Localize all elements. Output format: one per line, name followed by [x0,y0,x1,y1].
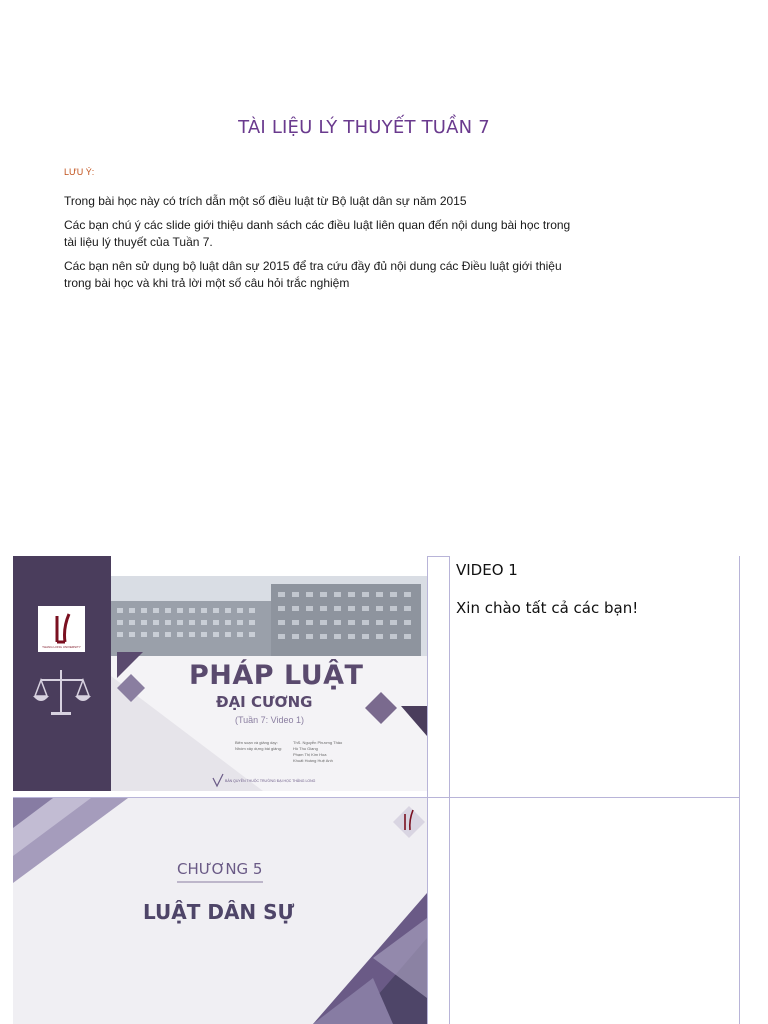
table-border [739,556,740,1024]
slide1-logo-text: THANG LONG UNIVERSITY [42,645,81,649]
slide1-credit-name: Hồ Thu Giang [293,746,318,751]
slide2-title: LUẬT DÂN SỰ [143,900,295,924]
paragraph-3: Các bạn nên sử dụng bộ luật dân sự 2015 để tra cứu đầy đủ nội dung các Điều luật giới thiệu trong bài học và khi trả lời một số câu hỏi trắc nghiệm [64,259,562,290]
paragraph-1: Trong bài học này có trích dẫn một số điều luật từ Bộ luật dân sự năm 2015 [64,194,467,208]
table-border [427,556,428,1024]
slide1-credit-label1: Biên soạn và giảng dạy: [235,740,278,745]
slide1-subtitle: (Tuần 7: Video 1) [235,715,305,725]
slide1-title-line1: PHÁP LUẬT [189,660,364,691]
table-border [449,556,450,1024]
note-label: LƯU Ý: [64,167,95,177]
slide1-footer: BẢN QUYỀN THUỘC TRƯỜNG ĐẠI HỌC THĂNG LONG [225,779,316,783]
slide-notes-table [13,556,740,1024]
greeting-text: Xin chào tất cả các bạn! [456,599,639,617]
slide1-credit-label2: Nhóm xây dựng bài giảng: [235,746,282,751]
slide-thumbnail-title [13,556,427,791]
video-label: VIDEO 1 [456,561,518,579]
paragraph-2: Các bạn chú ý các slide giới thiệu danh sách các điều luật liên quan đến nội dung bài học trong tài liệu lý thuyết của Tuần 7. [64,218,571,249]
table-border [427,556,450,557]
slide1-credit-name: ThS. Nguyễn Phương Thảo [293,740,343,745]
slide1-credit-name: Phạm Thị Kim Hoa [293,752,327,757]
slide2-chapter: CHƯƠNG 5 [177,860,263,878]
slide1-title-line2: ĐẠI CƯƠNG [216,693,313,711]
slide1-credit-name: Khuất Hoàng Huệ Anh [293,758,333,763]
document-title: TÀI LIỆU LÝ THUYẾT TUẦN 7 [238,117,490,138]
slide-thumbnail-chapter [13,798,427,1024]
